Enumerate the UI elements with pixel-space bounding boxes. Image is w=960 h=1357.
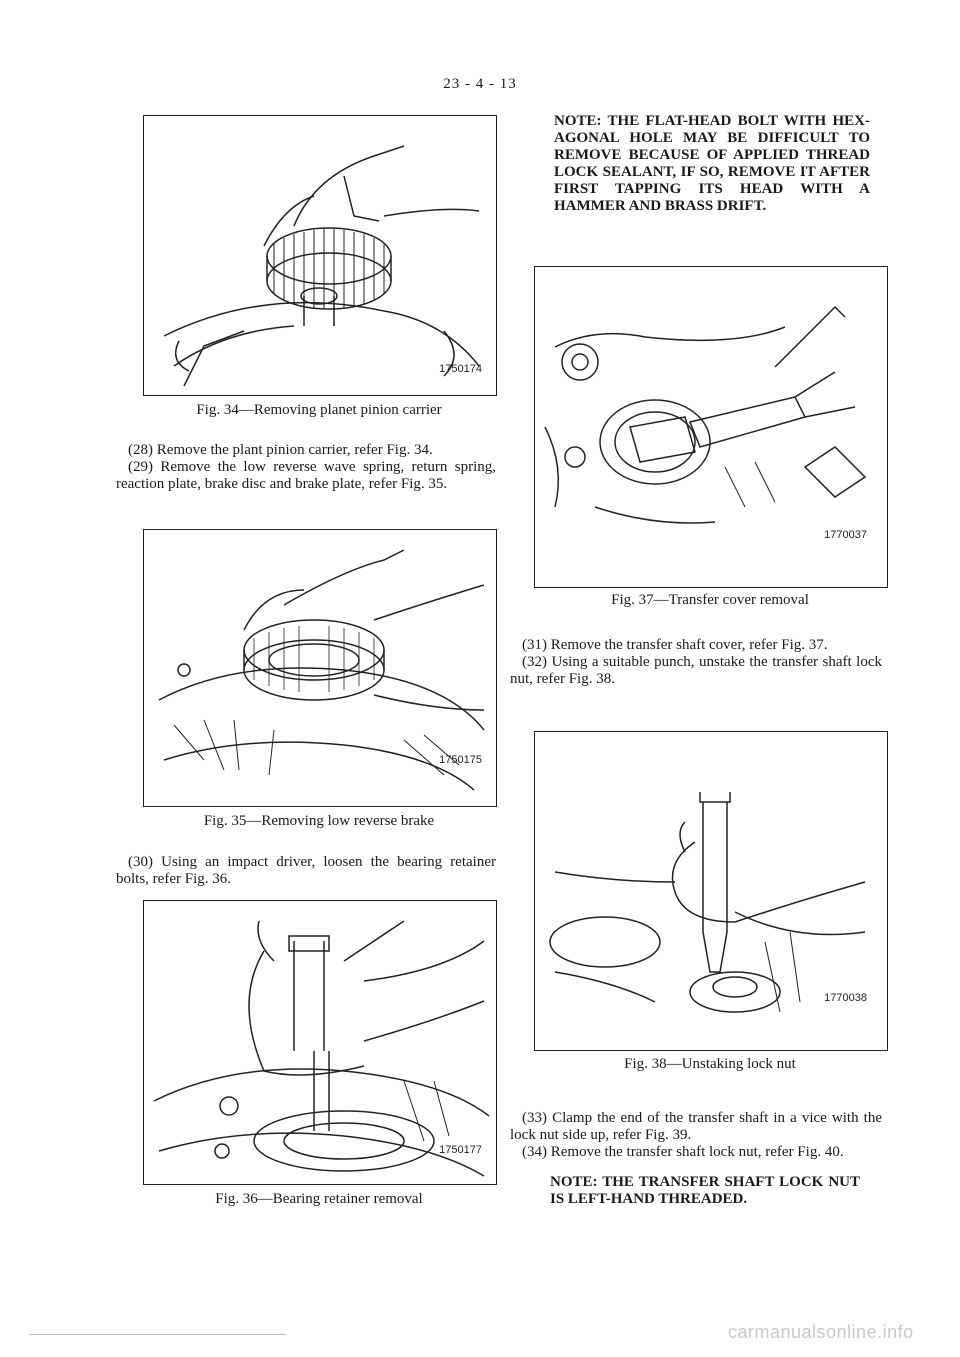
step-32: (32) Using a suitable punch, unstake the transfer shaft lock nut, refer Fig. 38. [510,654,882,687]
figure-35-number: 1750175 [439,754,482,766]
step-29: (29) Remove the low reverse wave spring, return spring, reaction plate, brake disc and brake plate, refer Fig. 35. [116,459,496,492]
figure-35-caption: Fig. 35—Removing low reverse brake [203,813,435,829]
figure-36-number: 1750177 [439,1144,482,1156]
figure-34-number: 1750174 [439,363,482,375]
figure-38-number: 1770038 [824,992,867,1004]
figure-37-caption: Fig. 37—Transfer cover removal [611,592,809,608]
figure-37-illustration [534,266,888,588]
figure-34-caption: Fig. 34—Removing planet pinion carrier [196,402,442,418]
figure-37-number: 1770037 [824,529,867,541]
step-34: (34) Remove the transfer shaft lock nut, refer Fig. 40. [522,1144,844,1160]
steps-33-34 [510,1110,882,1161]
figure-35-illustration [143,529,497,807]
figure-36-illustration [143,900,497,1185]
step-31: (31) Remove the transfer shaft cover, refer Fig. 37. [522,637,828,653]
step-30-block [116,854,496,888]
figure-38-caption: Fig. 38—Unstaking lock nut [624,1056,796,1072]
figure-36-caption: Fig. 36—Bearing retainer removal [215,1191,423,1207]
note-left-hand-thread: NOTE: THE TRANSFER SHAFT LOCK NUT IS LEFT-HAND THREADED. [550,1174,860,1207]
note-flat-head-bolt: NOTE: THE FLAT-HEAD BOLT WITH HEX-AGONAL HOLE MAY BE DIFFICULT TO REMOVE BECAUSE OF APPLIED THREAD LOCK SEALANT, IF SO, REMOVE IT AFTER FIRST TAPPING ITS HEAD WITH A HAMMER AND BRASS DRIFT. [554,113,870,214]
step-33: (33) Clamp the end of the transfer shaft in a vice with the lock nut side up, refer Fig. 39. [510,1110,882,1143]
steps-28-29 [116,442,496,493]
step-28: (28) Remove the plant pinion carrier, refer Fig. 34. [128,442,433,458]
step-30: (30) Using an impact driver, loosen the bearing retainer bolts, refer Fig. 36. [116,854,496,887]
figure-38-illustration [534,731,888,1051]
watermark: carmanualsonline.info [728,1322,914,1342]
figure-34-illustration [143,115,497,396]
page-number: 23 - 4 - 13 [443,76,517,92]
footer-rule [30,1334,286,1335]
steps-31-32 [510,637,882,688]
